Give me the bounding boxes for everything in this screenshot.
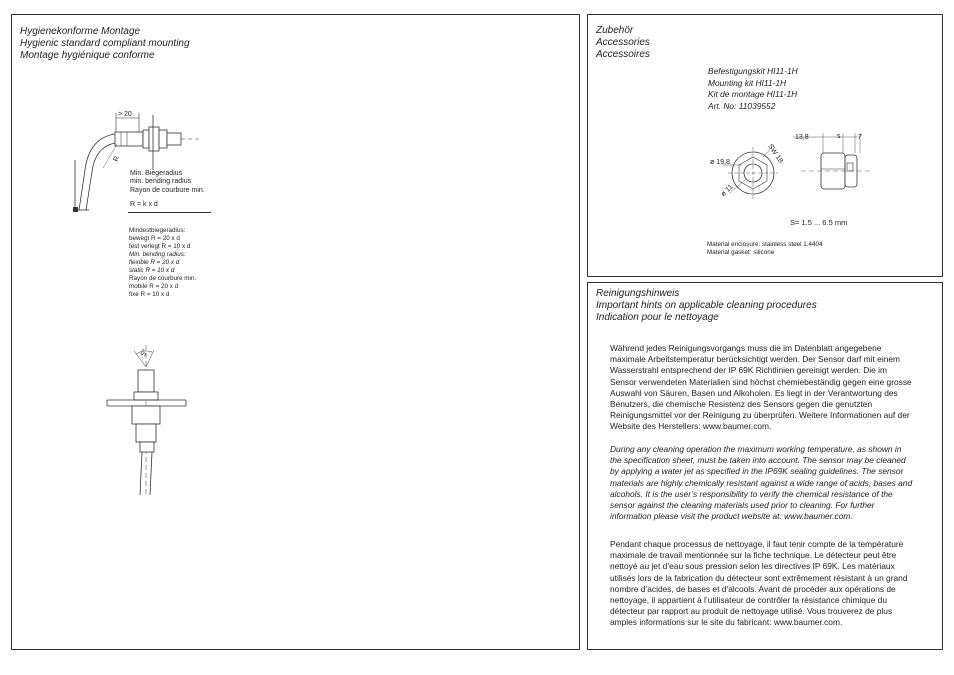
nut-front-view bbox=[708, 135, 798, 215]
accessories-heading-de: Zubehör bbox=[596, 25, 634, 36]
angle-label: 5° bbox=[140, 348, 150, 358]
radius-formula: R = k x d bbox=[130, 201, 158, 208]
kit-line: Art. No: 11039552 bbox=[708, 100, 776, 111]
radius-table bbox=[129, 227, 196, 299]
radius-label-en: min. bending radius bbox=[130, 178, 192, 186]
cleaning-headings bbox=[596, 288, 817, 324]
radius-labels bbox=[130, 170, 205, 195]
cleaning-heading-fr: Indication pour le nettoyage bbox=[596, 312, 719, 323]
dim-diameter-11: ø 11 bbox=[720, 183, 735, 198]
cleaning-heading-en: Important hints on applicable cleaning procedures bbox=[596, 300, 817, 311]
radius-row: bewegt R = 20 x d bbox=[129, 235, 180, 242]
materials bbox=[707, 241, 823, 257]
radius-row: fixe R = 10 x d bbox=[129, 291, 170, 298]
radius-row: fest verlegt R = 10 x d bbox=[129, 243, 191, 250]
nut-side-view bbox=[793, 133, 913, 203]
dim-s: s bbox=[837, 133, 841, 140]
mounting-headings bbox=[20, 26, 190, 62]
material-enclosure: Material enclosure: stainless steel 1.4404 bbox=[707, 241, 823, 248]
kit-line: Mounting kit HI11-1H bbox=[708, 77, 787, 88]
kit-info bbox=[708, 66, 798, 112]
radius-row: static R = 10 x d bbox=[129, 267, 175, 274]
radius-row: flexible R = 20 x d bbox=[129, 259, 180, 266]
accessories-heading-fr: Accessoires bbox=[596, 49, 650, 60]
cleaning-text-de: Während jedes Reinigungsvorgangs muss die im Datenblatt angegebene maximale Arbeitstemperatur berücksichtigt werden. Der Sensor darf mit einem Wasserstrahl entsprechend der IP 69K Richtlinien gereinigt werden. Die im Sensor verwendeten Materialien sind höchst chemiebeständig gegen eine grosse Auswahl von Säuren, Basen und Alkoholen. Es liegt in der Verantwortung des Benutzers, die chemische Resistenz des Sensors gegen die genutzten Reinigungsmittel vor der Reinigung zu überprüfen. Weitere Informationen auf der Website des Herstellers: www.baumer.com. bbox=[610, 343, 912, 432]
cleaning-text-fr: Pendant chaque processus de nettoyage, il faut tenir compte de la température maximale de travail mentionnée sur la fiche technique. Le détecteur peut être nettoyé au jet d’eau sous pression selon les directives IP 69K. Les matériaux utilisés lors de la fabrication du détecteur sont extrêmement résistant à un grand nombre d’acides, de bases et d’alcools. Avant de procéder aux opérations de nettoyage, il appartient à l’utilisateur de contrôler la résistance chimique du détecteur par rapport au produit de nettoyage utilisé. Vous trouverez de plus amples informations sur le site du fabricant: www.baumer.com. bbox=[610, 539, 908, 628]
cleaning-text-en: During any cleaning operation the maximum working temperature, as shown in the specification sheet, must be taken into account. The sensor may be cleaned by applying a water jet as specified in the IP69K sealing guidelines. The sensor materials are highly chemically resistant against a wide range of acids, bases and alcohols. It is the user’s responsibility to verify the chemical resistance of the sensor against the cleaning materials used prior to cleaning. For further information please visit the product website at: www.baumer.com. bbox=[610, 444, 913, 522]
accessories-headings bbox=[596, 25, 650, 61]
accessories-heading-en: Accessories bbox=[596, 37, 650, 48]
s-range: S= 1.5 ... 6.5 mm bbox=[790, 218, 848, 227]
heading-de: Hygienekonforme Montage bbox=[20, 26, 141, 37]
accessories-panel bbox=[587, 14, 943, 277]
vertical-mount-drawing bbox=[104, 345, 204, 495]
min-distance-label: > 20 bbox=[118, 111, 132, 118]
radius-label-fr: Rayon de courbure min. bbox=[130, 186, 205, 194]
radius-row: mobile R = 20 x d bbox=[129, 283, 179, 290]
dim-13-8: 13,8 bbox=[795, 134, 809, 141]
heading-en: Hygienic standard compliant mounting bbox=[20, 38, 190, 49]
radius-row: Min. bending radius: bbox=[129, 251, 186, 258]
radius-symbol: R bbox=[112, 155, 122, 163]
cleaning-heading-de: Reinigungshinweis bbox=[596, 288, 680, 299]
dim-diameter-19-8: ø 19,8 bbox=[710, 159, 730, 166]
radius-row: Rayon de courbure min. bbox=[129, 275, 197, 282]
kit-line: Kit de montage HI11-1H bbox=[708, 89, 798, 99]
material-gasket: Material gasket: silicone bbox=[707, 249, 775, 256]
mounting-panel bbox=[11, 14, 580, 650]
heading-fr: Montage hygiénique conforme bbox=[20, 50, 155, 61]
radius-row: Mindestbiegeradius: bbox=[129, 227, 186, 234]
formula-underline bbox=[128, 212, 211, 213]
dim-sw18: SW 18 bbox=[766, 143, 784, 165]
kit-line: Befestigungskit HI11-1H bbox=[708, 66, 798, 76]
radius-label-de: Min. Biegeradius bbox=[130, 170, 183, 177]
cleaning-panel bbox=[587, 282, 943, 650]
dim-7: 7 bbox=[858, 134, 862, 141]
